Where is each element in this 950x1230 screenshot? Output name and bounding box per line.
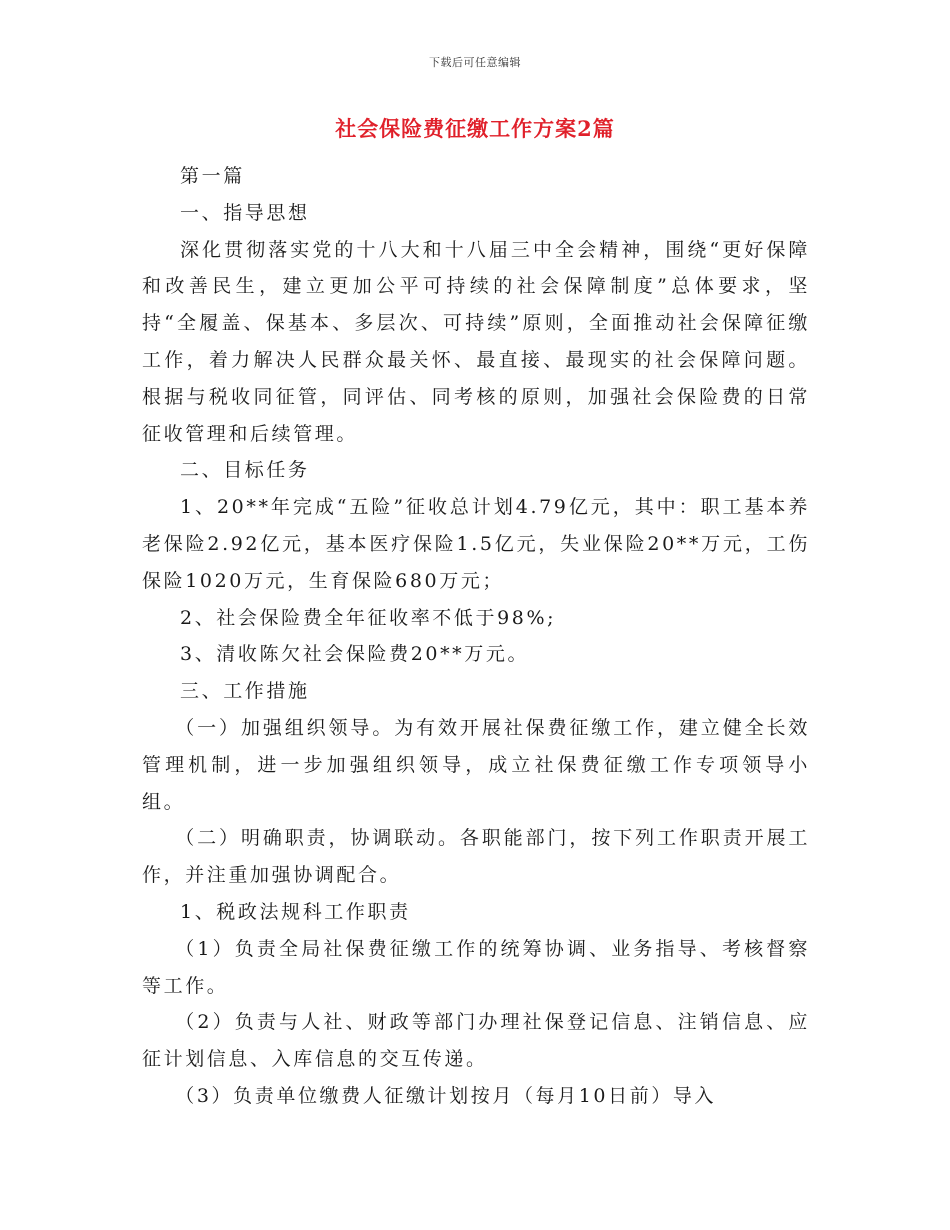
paragraph-duty-2: （2）负责与人社、财政等部门办理社保登记信息、注销信息、应征计划信息、入库信息的交互传递。 (142, 1011, 810, 1071)
heading-goals: 二、目标任务 (180, 459, 310, 482)
paragraph-goal-2: 2、社会保险费全年征收率不低于98%; (180, 606, 557, 629)
paragraph-measure-1: （一）加强组织领导。为有效开展社保费征缴工作，建立健全长效管理机制，进一步加强组织领导，成立社保费征缴工作专项领导小组。 (142, 716, 810, 813)
heading-guiding-ideology: 一、指导思想 (180, 201, 310, 224)
heading-tax-dept-duties: 1、税政法规科工作职责 (180, 900, 411, 923)
paragraph-duty-1: （1）负责全局社保费征缴工作的统筹协调、业务指导、考核督察等工作。 (142, 937, 810, 997)
paragraph-measure-2: （二）明确职责，协调联动。各职能部门，按下列工作职责开展工作，并注重加强协调配合。 (142, 827, 810, 887)
document-body (142, 158, 810, 1115)
paragraph-goal-3: 3、清收陈欠社会保险费20**万元。 (180, 643, 530, 666)
paragraph-guiding-ideology: 深化贯彻落实党的十八大和十八届三中全会精神，围绕“更好保障和改善民生，建立更加公平可持续的社会保障制度”总体要求，坚持“全履盖、保基本、多层次、可持续”原则，全面推动社会保障征缴工作，着力解决人民群众最关怀、最直接、最现实的社会保障问题。根据与税收同征管，同评估、同考核的原则，加强社会保险费的日常征收管理和后续管理。 (142, 238, 810, 445)
section-label: 第一篇 (180, 165, 245, 187)
paragraph-duty-3: （3）负责单位缴费人征缴计划按月（每月10日前）导入 (175, 1084, 717, 1107)
header-note: 下载后可任意编辑 (429, 56, 521, 69)
paragraph-goal-1: 1、20**年完成“五险”征收总计划4.79亿元，其中：职工基本养老保险2.92亿元，基本医疗保险1.5亿元，失业保险20**万元，工伤保险1020万元，生育保险680万元； (142, 496, 810, 592)
document-title: 社会保险费征缴工作方案2篇 (335, 116, 615, 141)
heading-measures: 三、工作措施 (180, 680, 310, 703)
